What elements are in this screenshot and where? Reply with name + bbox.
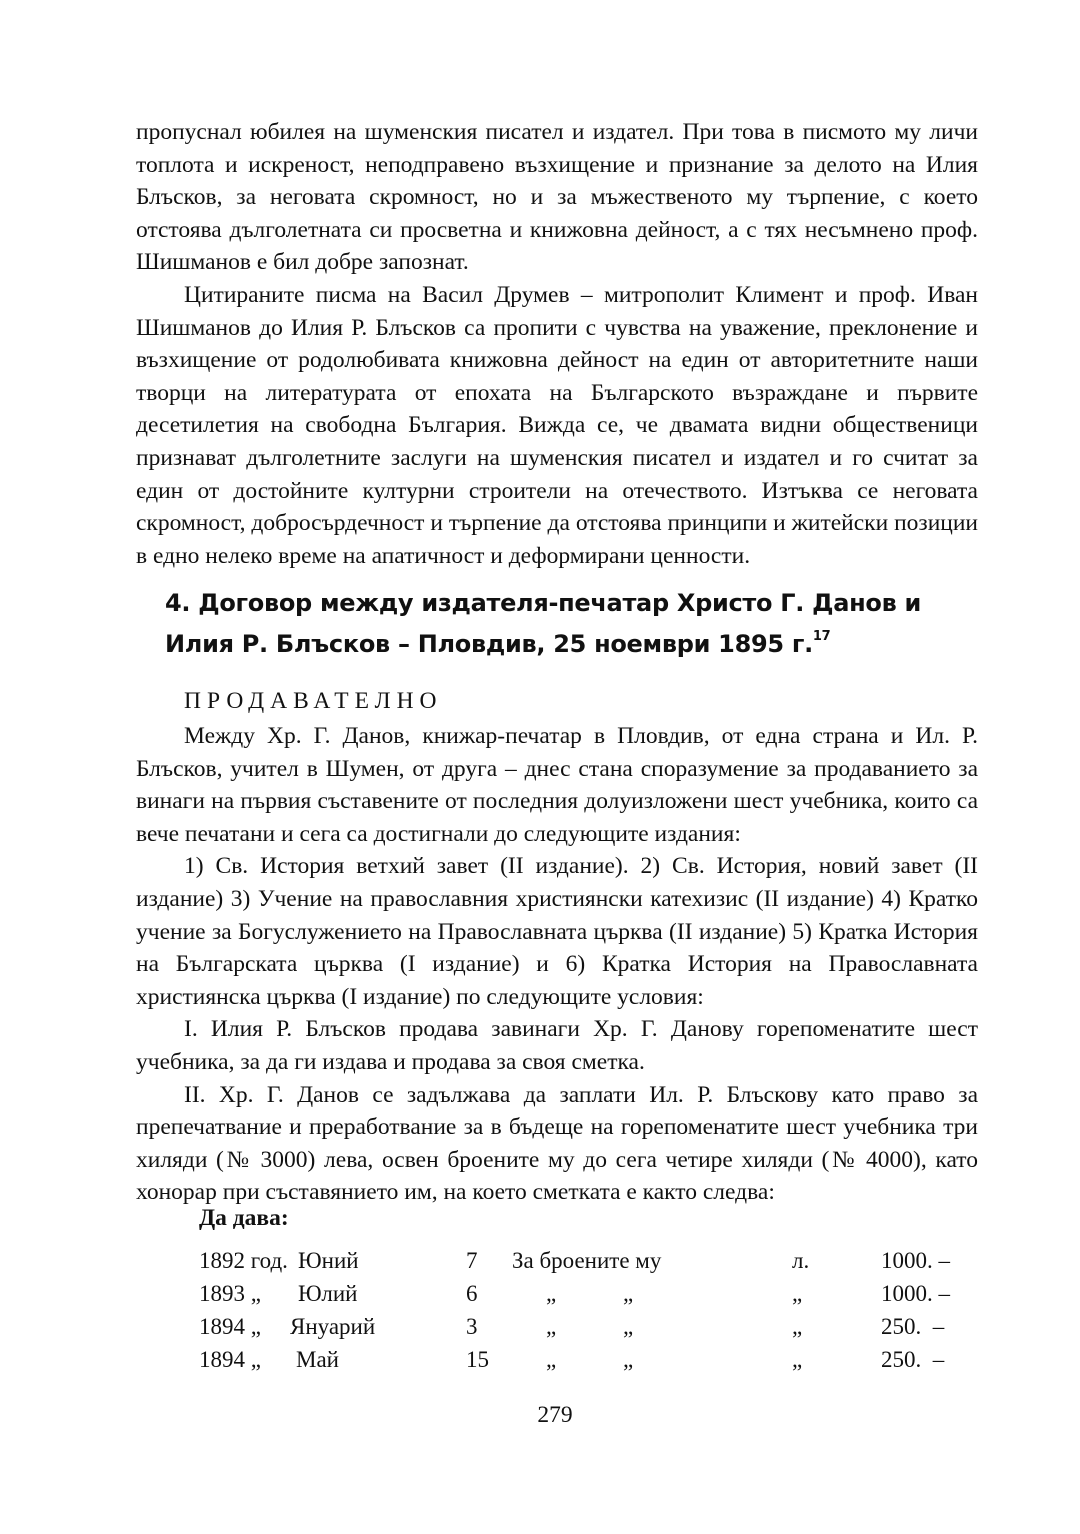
contract-paragraph: 1) Св. История ветхий завет (II издание). 2) Св. История, новий завет (II издание) 3) Учение на православния християнски катехизис (II издание) 4) Кратко учение за Богуслужението на Православната църква (II издание) 5) Кратка История на Българската църква (I издание) и 6) Кратка История на Православната християнска църква (I издание) по следующите условия:: [136, 853, 978, 1010]
ledger-year: 1894 „: [199, 1314, 261, 1339]
ledger-month: Юлий: [298, 1281, 358, 1306]
ledger-month: Май: [296, 1347, 339, 1372]
ledger-currency: „: [792, 1314, 803, 1339]
ledger-description: „: [546, 1314, 557, 1339]
ledger-row: [0, 1314, 1080, 1347]
ledger-heading: Да дава:: [199, 1205, 289, 1231]
ledger-amount: 250. –: [881, 1347, 945, 1372]
ledger-year: 1892 год.: [199, 1248, 288, 1273]
ledger-day: 6: [466, 1281, 478, 1306]
ledger-day: 7: [466, 1248, 478, 1273]
contract-paragraph: Между Хр. Г. Данов, книжар-печатар в Пловдив, от една страна и Ил. Р. Блъсков, учител в Шумен, от друга – днес стана споразумение за продаванието за винаги на първия съставените от последния долуизложени шест учебника, които са вече печатани и сега са достигнали до следующите издания:: [136, 723, 978, 847]
contract-paragraph: I. Илия Р. Блъсков продава завинаги Хр. Г. Данову горепоменатите шест учебника, за да ги издава и продава за своя сметка.: [136, 1016, 978, 1075]
ledger-row: [0, 1347, 1080, 1380]
ledger-currency: „: [792, 1347, 803, 1372]
ledger-description-ditto: „: [623, 1314, 634, 1339]
ledger-amount: 1000. –: [881, 1281, 950, 1306]
footnote-reference: 17: [812, 629, 831, 644]
ledger-row: [0, 1248, 1080, 1281]
page-number: 279: [537, 1402, 573, 1428]
section-heading-line1: 4. Договор между издателя-печатар Христо Г. Данов и: [165, 589, 922, 617]
ledger-amount: 1000. –: [881, 1248, 950, 1273]
ledger-day: 3: [466, 1314, 478, 1339]
ledger-year: 1894 „: [199, 1347, 261, 1372]
ledger-description-ditto: „: [623, 1347, 634, 1372]
ledger-table: [0, 1248, 1080, 1380]
ledger-month: Януарий: [290, 1314, 376, 1339]
ledger-description-ditto: „: [623, 1281, 634, 1306]
document-title: ПРОДАВАТЕЛНО: [184, 688, 443, 714]
ledger-amount: 250. –: [881, 1314, 945, 1339]
ledger-currency: „: [792, 1281, 803, 1306]
body-text-top: [136, 116, 978, 572]
ledger-description: За броените му: [512, 1248, 662, 1273]
section-heading: [165, 583, 965, 665]
ledger-month: Юний: [298, 1248, 359, 1273]
section-heading-line2: Илия Р. Блъсков – Пловдив, 25 ноември 1895 г.: [165, 630, 813, 658]
ledger-currency: л.: [792, 1248, 810, 1273]
ledger-day: 15: [466, 1347, 489, 1372]
ledger-year: 1893 „: [199, 1281, 261, 1306]
ledger-description: „: [546, 1281, 557, 1306]
paragraph-cited-letters: Цитираните писма на Васил Друмев – митрополит Климент и проф. Иван Шишманов до Илия Р. Блъсков са пропити с чувства на уважение, преклонение и възхищение от родолюбивата книжовна дейност на един от авторитетните наши творци на литературата от епохата на Българското възраждане и първите десетилетия на свободна България. Вижда се, че двамата видни общественици признават дълголетните заслуги на шуменския писател и издател и го считат за един от достойните културни строители на отечеството. Изтъква се неговата скромност, добросърдечност и търпение да отстоява принципи и житейски позиции в едно нелеко време на апатичност и деформирани ценности.: [136, 281, 978, 569]
ledger-description: „: [546, 1347, 557, 1372]
paragraph-continuation: пропуснал юбилея на шуменския писател и издател. При това в писмото му личи топлота и искреност, неподправено възхищение и признание за делото на Илия Блъсков, за неговата скромност, но и за мъжественото му търпение, с което отстоява дълголетната си просветна и книжовна дейност, а с тях несъмнено проф. Шишманов е бил добре запознат.: [136, 119, 978, 276]
ledger-row: [0, 1281, 1080, 1314]
contract-paragraph: II. Хр. Г. Данов се задължава да заплати Ил. Р. Блъскову като право за препечатвание и преработвание за в бъдеще на горепоменатите шест учебника три хиляди (№ 3000) лева, освен броените му до сега четире хиляди (№ 4000), като хонорар при съставянието им, на което сметката е както следва:: [136, 1081, 978, 1206]
body-text-contract: [136, 720, 978, 1209]
